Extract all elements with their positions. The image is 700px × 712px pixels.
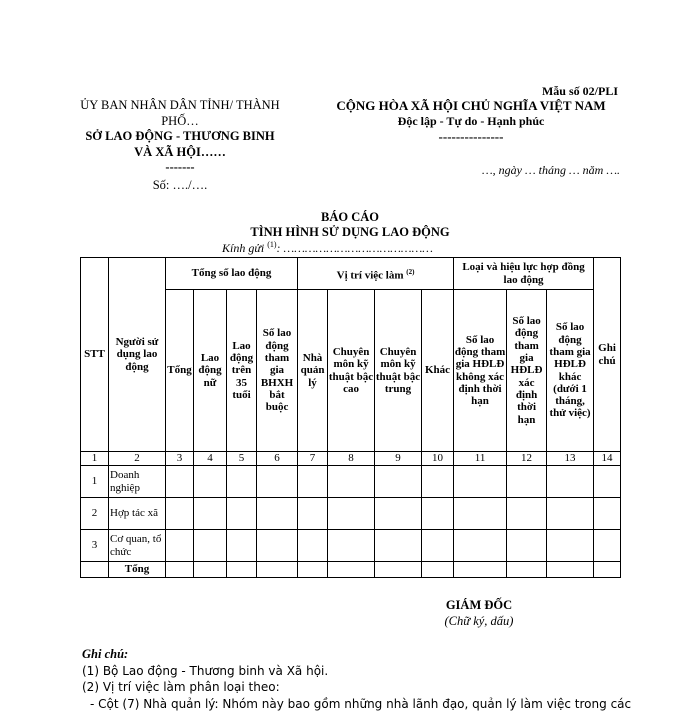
header-employer: Người sử dụng lao động: [109, 258, 166, 452]
signer-title: GIÁM ĐỐC: [420, 597, 538, 613]
column-number: 4: [194, 452, 227, 466]
column-number: 10: [422, 452, 454, 466]
column-number: 13: [547, 452, 594, 466]
row-label: Cơ quan, tổ chức: [109, 530, 166, 562]
header-mid-skill: Chuyên môn kỹ thuật bậc trung: [375, 290, 422, 452]
province-committee-line: ỦY BAN NHÂN DÂN TỈNH/ THÀNH PHỐ…: [80, 98, 280, 129]
report-title-line2: TÌNH HÌNH SỬ DỤNG LAO ĐỘNG: [0, 225, 700, 240]
header-high-skill: Chuyên môn kỹ thuật bậc cao: [328, 290, 375, 452]
header-group-job-position-text: Vị trí việc làm: [337, 269, 404, 281]
issuing-authority-header: [80, 98, 280, 193]
column-number: 8: [328, 452, 375, 466]
column-number: 2: [109, 452, 166, 466]
notes-section: [82, 646, 622, 712]
row-stt: 3: [81, 530, 109, 562]
right-divider: ---------------: [312, 129, 630, 145]
column-number: 3: [166, 452, 194, 466]
national-header: [312, 98, 630, 178]
column-number: 12: [507, 452, 547, 466]
note-item: - Cột (7) Nhà quản lý: Nhóm này bao gồm những nhà lãnh đạo, quản lý làm việc trong các: [82, 696, 622, 712]
notes-title: Ghi chú:: [82, 646, 622, 663]
header-group-contract: Loại và hiệu lực hợp đồng lao động: [454, 258, 594, 290]
signer-instruction: (Chữ ký, dấu): [420, 613, 538, 629]
national-motto: Độc lập - Tự do - Hạnh phúc: [312, 114, 630, 130]
header-over-35: Lao động trên 35 tuổi: [227, 290, 257, 452]
header-female: Lao động nữ: [194, 290, 227, 452]
header-manager: Nhà quản lý: [298, 290, 328, 452]
recipient-line: [222, 240, 433, 256]
table-row: [81, 530, 621, 562]
note-item: (1) Bộ Lao động - Thương binh và Xã hội.: [82, 663, 622, 680]
left-divider: -------: [80, 160, 280, 176]
row-label: Hợp tác xã: [109, 498, 166, 530]
header-indefinite-contract: Số lao động tham gia HĐLĐ không xác định thời hạn: [454, 290, 507, 452]
column-number: 7: [298, 452, 328, 466]
header-stt: STT: [81, 258, 109, 452]
form-number: Mẫu số 02/PLI: [542, 84, 618, 99]
header-other-contract: Số lao động tham gia HĐLĐ khác (dưới 1 tháng, thử việc): [547, 290, 594, 452]
column-number: 5: [227, 452, 257, 466]
report-title-line1: BÁO CÁO: [0, 210, 700, 225]
header-total: Tổng: [166, 290, 194, 452]
row-label: Doanh nghiệp: [109, 466, 166, 498]
header-group-job-position: [298, 258, 454, 290]
department-name: SỞ LAO ĐỘNG - THƯƠNG BINH VÀ XÃ HỘI……: [80, 129, 280, 160]
recipient-blank: : ……………………………………: [277, 241, 433, 255]
recipient-footnote-ref: (1): [267, 240, 276, 249]
total-row-label: Tổng: [109, 562, 166, 578]
labor-usage-table: [80, 257, 621, 578]
column-number: 9: [375, 452, 422, 466]
header-note: Ghi chú: [594, 258, 621, 452]
column-number: 6: [257, 452, 298, 466]
row-stt: 2: [81, 498, 109, 530]
report-title: [0, 210, 700, 240]
header-definite-contract: Số lao động tham gia HĐLĐ xác định thời hạn: [507, 290, 547, 452]
table-row: [81, 466, 621, 498]
column-number: 1: [81, 452, 109, 466]
document-date: …, ngày … tháng … năm ….: [312, 163, 630, 179]
row-stt: 1: [81, 466, 109, 498]
document-number: Số: …./….: [80, 178, 280, 194]
header-other: Khác: [422, 290, 454, 452]
header-group-total-labor: Tổng số lao động: [166, 258, 298, 290]
column-number-row: [81, 452, 621, 466]
signature-block: [420, 597, 538, 629]
header-group-job-position-ref: (2): [406, 268, 414, 276]
total-row: [81, 562, 621, 578]
note-item: (2) Vị trí việc làm phân loại theo:: [82, 679, 622, 696]
header-bhxh: Số lao động tham gia BHXH bắt buộc: [257, 290, 298, 452]
column-number: 11: [454, 452, 507, 466]
recipient-label: Kính gửi: [222, 241, 264, 255]
column-number: 14: [594, 452, 621, 466]
national-name: CỘNG HÒA XÃ HỘI CHỦ NGHĨA VIỆT NAM: [312, 98, 630, 114]
table-row: [81, 498, 621, 530]
